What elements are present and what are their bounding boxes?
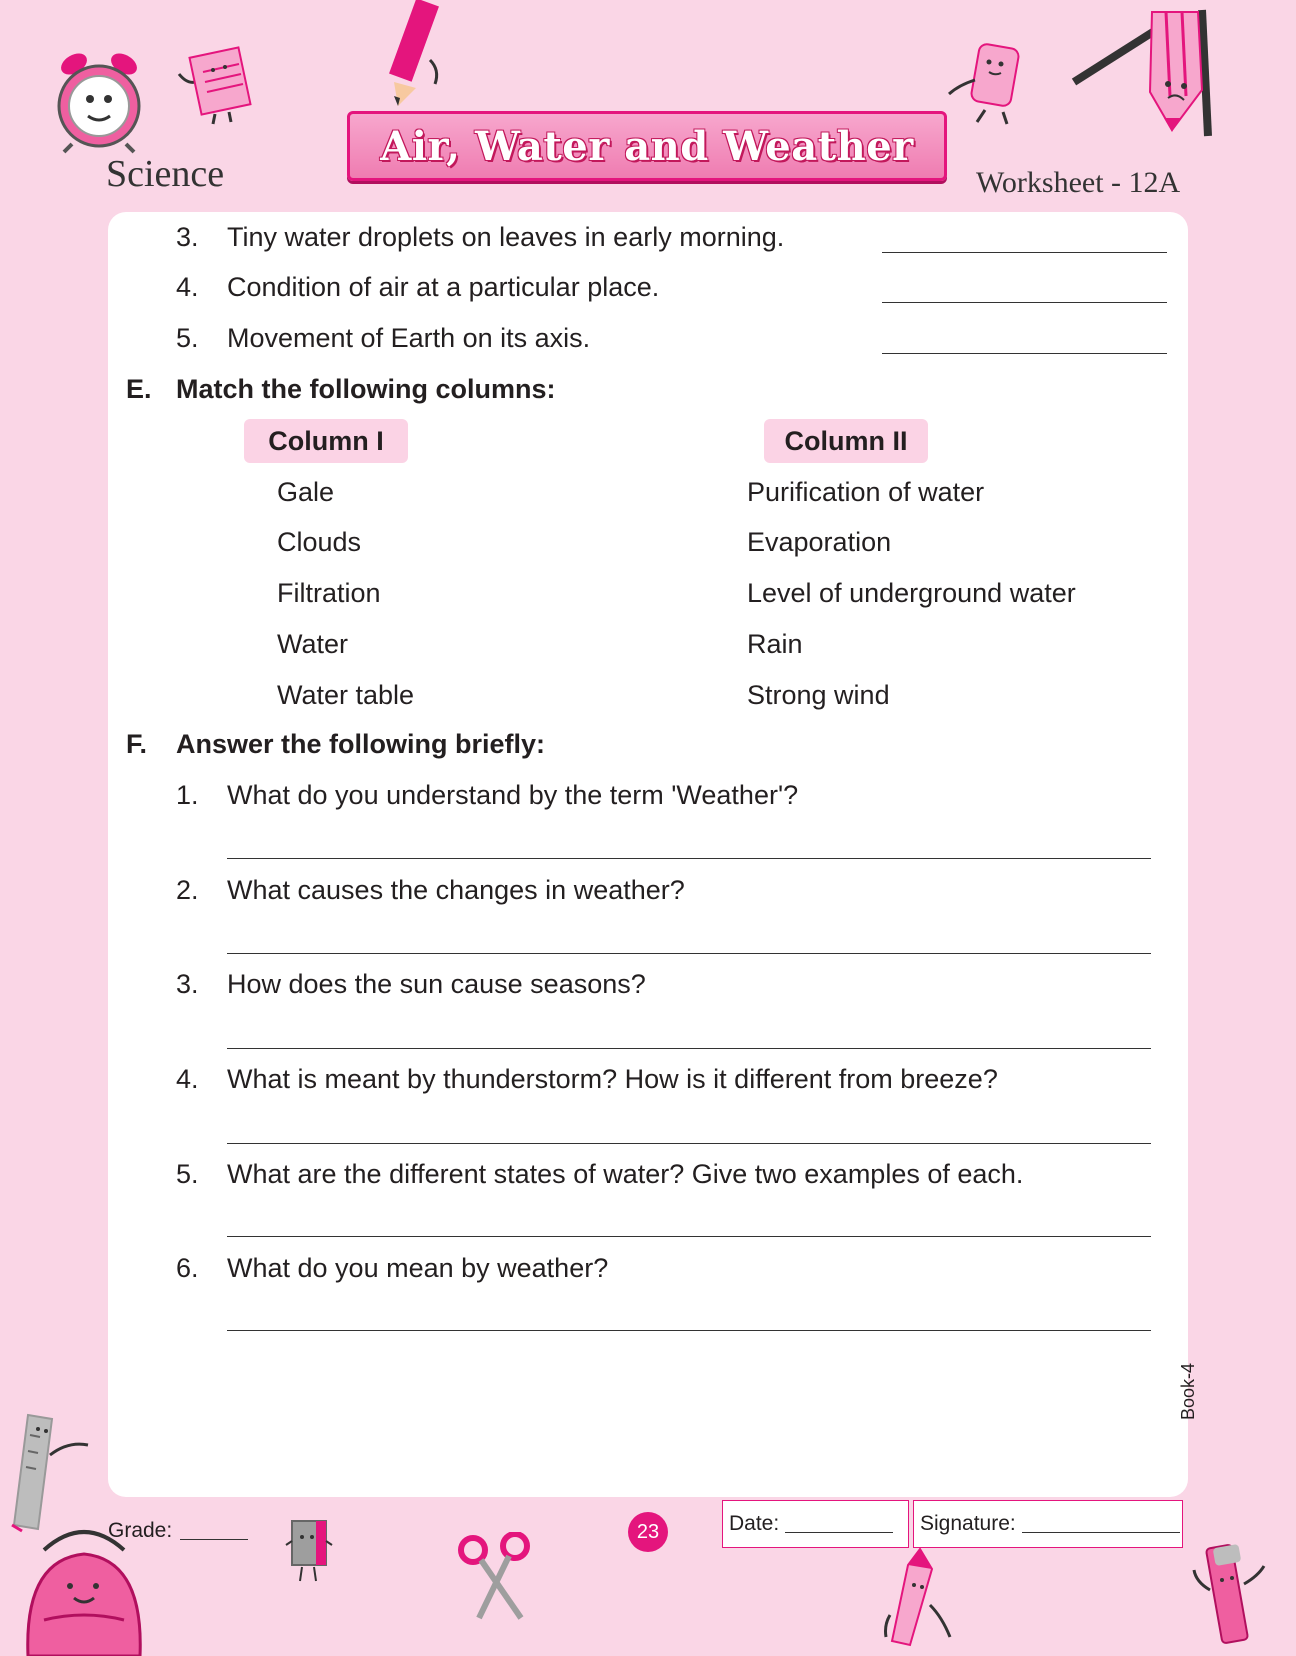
question-text: How does the sun cause seasons? xyxy=(227,969,646,999)
question-number: 6. xyxy=(176,1253,199,1283)
notepad-icon xyxy=(175,44,265,129)
question-number: 3. xyxy=(176,969,199,999)
grade-label: Grade: xyxy=(108,1519,173,1542)
item-number: 5. xyxy=(176,323,199,353)
subject-label: Science xyxy=(106,153,225,195)
worksheet-label: Worksheet - 12A xyxy=(976,166,1181,199)
answer-line[interactable] xyxy=(227,1329,1151,1331)
answer-line[interactable] xyxy=(227,1047,1151,1049)
column-header xyxy=(764,419,928,463)
signature-blank[interactable] xyxy=(1022,1531,1180,1533)
eraser-icon xyxy=(945,40,1045,125)
date-label: Date: xyxy=(729,1512,780,1535)
section-letter: E. xyxy=(126,374,152,404)
fill-blank-question: Condition of air at a particular place. xyxy=(227,272,660,302)
section-letter: F. xyxy=(126,729,148,759)
question-text: What causes the changes in weather? xyxy=(227,875,685,905)
question-text: What is meant by thunderstorm? How is it different from breeze? xyxy=(227,1064,998,1094)
fill-blank-question: Tiny water droplets on leaves in early morning. xyxy=(227,222,785,252)
fill-blank-question: Movement of Earth on its axis. xyxy=(227,323,591,353)
answer-blank[interactable] xyxy=(882,352,1167,354)
column-header-label: Column I xyxy=(268,425,384,456)
answer-blank[interactable] xyxy=(882,251,1167,253)
pen-icon xyxy=(1190,1540,1270,1656)
answer-line[interactable] xyxy=(227,1142,1151,1144)
bag-icon xyxy=(14,1520,154,1656)
match-item-left: Water table xyxy=(277,680,415,710)
question-text: What are the different states of water? Give two examples of each. xyxy=(227,1159,1024,1189)
page-title: Air, Water and Weather xyxy=(380,122,914,170)
item-number: 4. xyxy=(176,272,199,302)
item-number: 3. xyxy=(176,222,199,252)
page-number: 23 xyxy=(636,1520,660,1543)
signature-box[interactable] xyxy=(913,1500,1183,1548)
section-heading: Match the following columns: xyxy=(176,374,556,404)
date-box[interactable] xyxy=(722,1500,909,1548)
date-blank[interactable] xyxy=(785,1531,893,1533)
match-item-right: Evaporation xyxy=(747,527,892,557)
column-header-label: Column II xyxy=(784,425,908,456)
ruler-icon xyxy=(8,1405,98,1535)
book-label: Book-4 xyxy=(1178,1362,1198,1420)
answer-line[interactable] xyxy=(227,952,1151,954)
signature-label: Signature: xyxy=(920,1512,1016,1535)
compass-icon xyxy=(1070,0,1220,140)
alarm-clock-icon xyxy=(52,44,147,154)
title-banner xyxy=(347,111,947,181)
match-item-right: Rain xyxy=(747,629,803,659)
question-number: 4. xyxy=(176,1064,199,1094)
answer-line[interactable] xyxy=(227,857,1151,859)
match-item-left: Clouds xyxy=(277,527,362,557)
match-item-right: Strong wind xyxy=(747,680,890,710)
match-item-left: Gale xyxy=(277,477,335,507)
match-item-right: Level of underground water xyxy=(747,578,1076,608)
sharpener-icon xyxy=(282,1515,342,1587)
grade-blank[interactable] xyxy=(180,1538,248,1540)
question-number: 5. xyxy=(176,1159,199,1189)
question-text: What do you understand by the term 'Weather'? xyxy=(227,780,799,810)
question-number: 2. xyxy=(176,875,199,905)
match-item-left: Water xyxy=(277,629,349,659)
answer-line[interactable] xyxy=(227,1235,1151,1237)
answer-blank[interactable] xyxy=(882,301,1167,303)
pencil-icon xyxy=(380,0,450,110)
question-text: What do you mean by weather? xyxy=(227,1253,609,1283)
crayon-icon xyxy=(880,1545,960,1656)
page-number-badge xyxy=(628,1512,668,1552)
scissors-icon xyxy=(455,1532,535,1622)
section-heading: Answer the following briefly: xyxy=(176,729,546,759)
column-header xyxy=(244,419,408,463)
question-number: 1. xyxy=(176,780,199,810)
match-item-left: Filtration xyxy=(277,578,381,608)
match-item-right: Purification of water xyxy=(747,477,985,507)
